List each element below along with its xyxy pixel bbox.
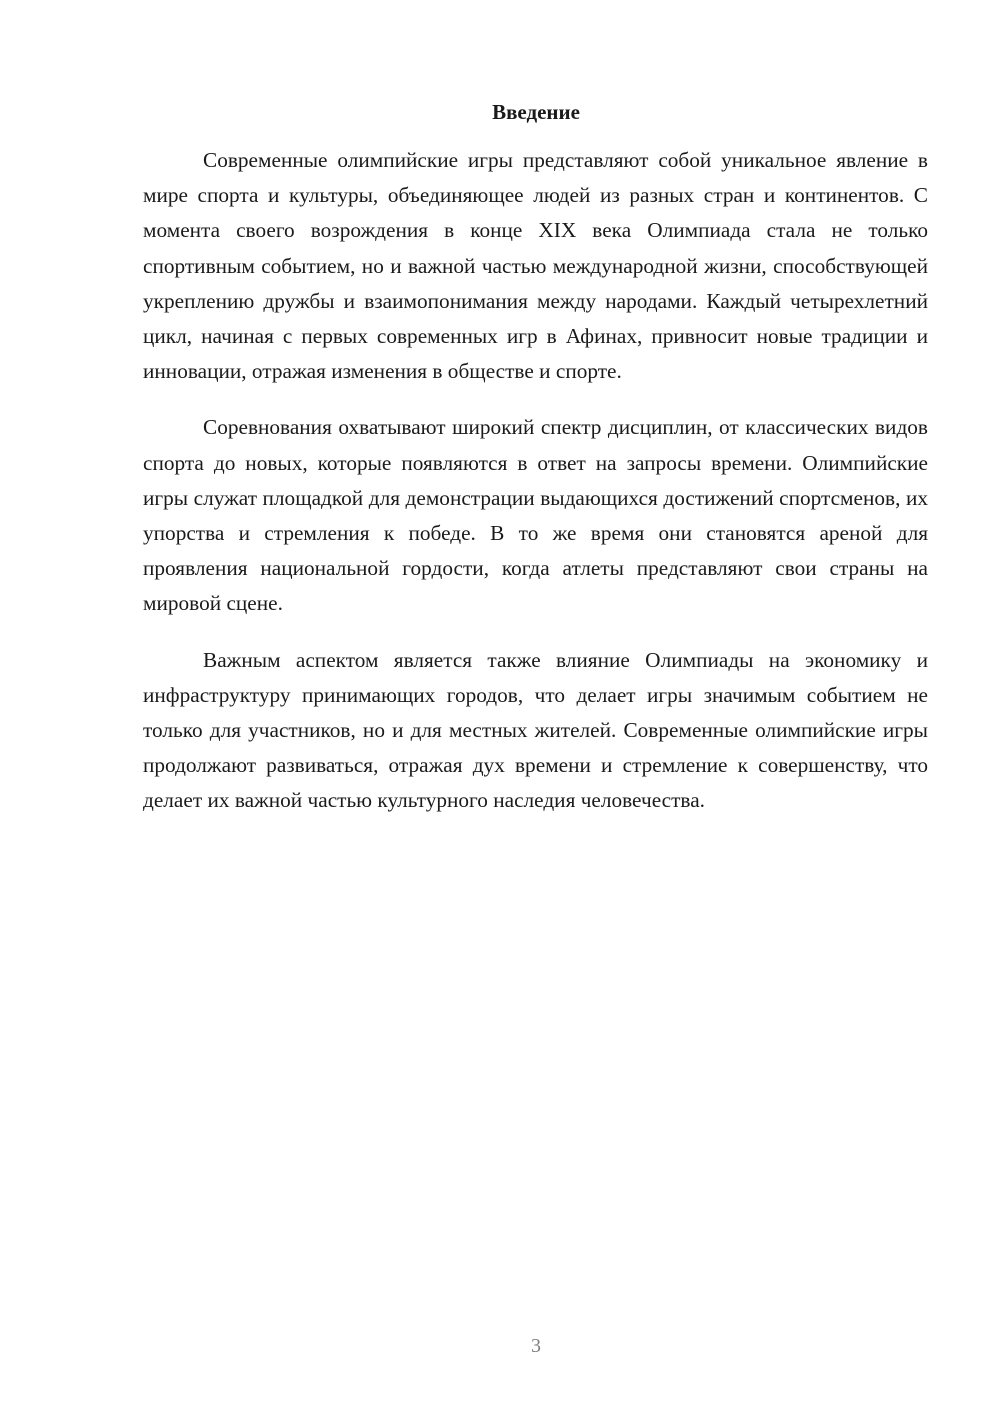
document-body	[143, 143, 928, 840]
paragraph-1: Современные олимпийские игры представляют собой уникальное явление в мире спорта и культуры, объединяющее людей из разных стран и континентов. С момента своего возрождения в конце XIX века Олимпиада стала не только спортивным событием, но и важной частью международной жизни, способствующей укреплению дружбы и взаимопонимания между народами. Каждый четырехлетний цикл, начиная с первых современных игр в Афинах, привносит новые традиции и инновации, отражая изменения в обществе и спорте.	[143, 148, 928, 384]
paragraph-3: Важным аспектом является также влияние Олимпиады на экономику и инфраструктуру принимающих городов, что делает игры значимым событием не только для участников, но и для местных жителей. Современные олимпийские игры продолжают развиваться, отражая дух времени и стремление к совершенству, что делает их важной частью культурного наследия человечества.	[143, 647, 928, 813]
page-number: 3	[531, 1335, 541, 1357]
page-title: Введение	[492, 100, 580, 124]
paragraph-2: Соревнования охватывают широкий спектр дисциплин, от классических видов спорта до новых, которые появляются в ответ на запросы времени. Олимпийские игры служат площадкой для демонстрации выдающихся достижений спортсменов, их упорства и стремления к победе. В то же время они становятся ареной для проявления национальной гордости, когда атлеты представляют свои страны на мировой сцене.	[143, 415, 928, 616]
